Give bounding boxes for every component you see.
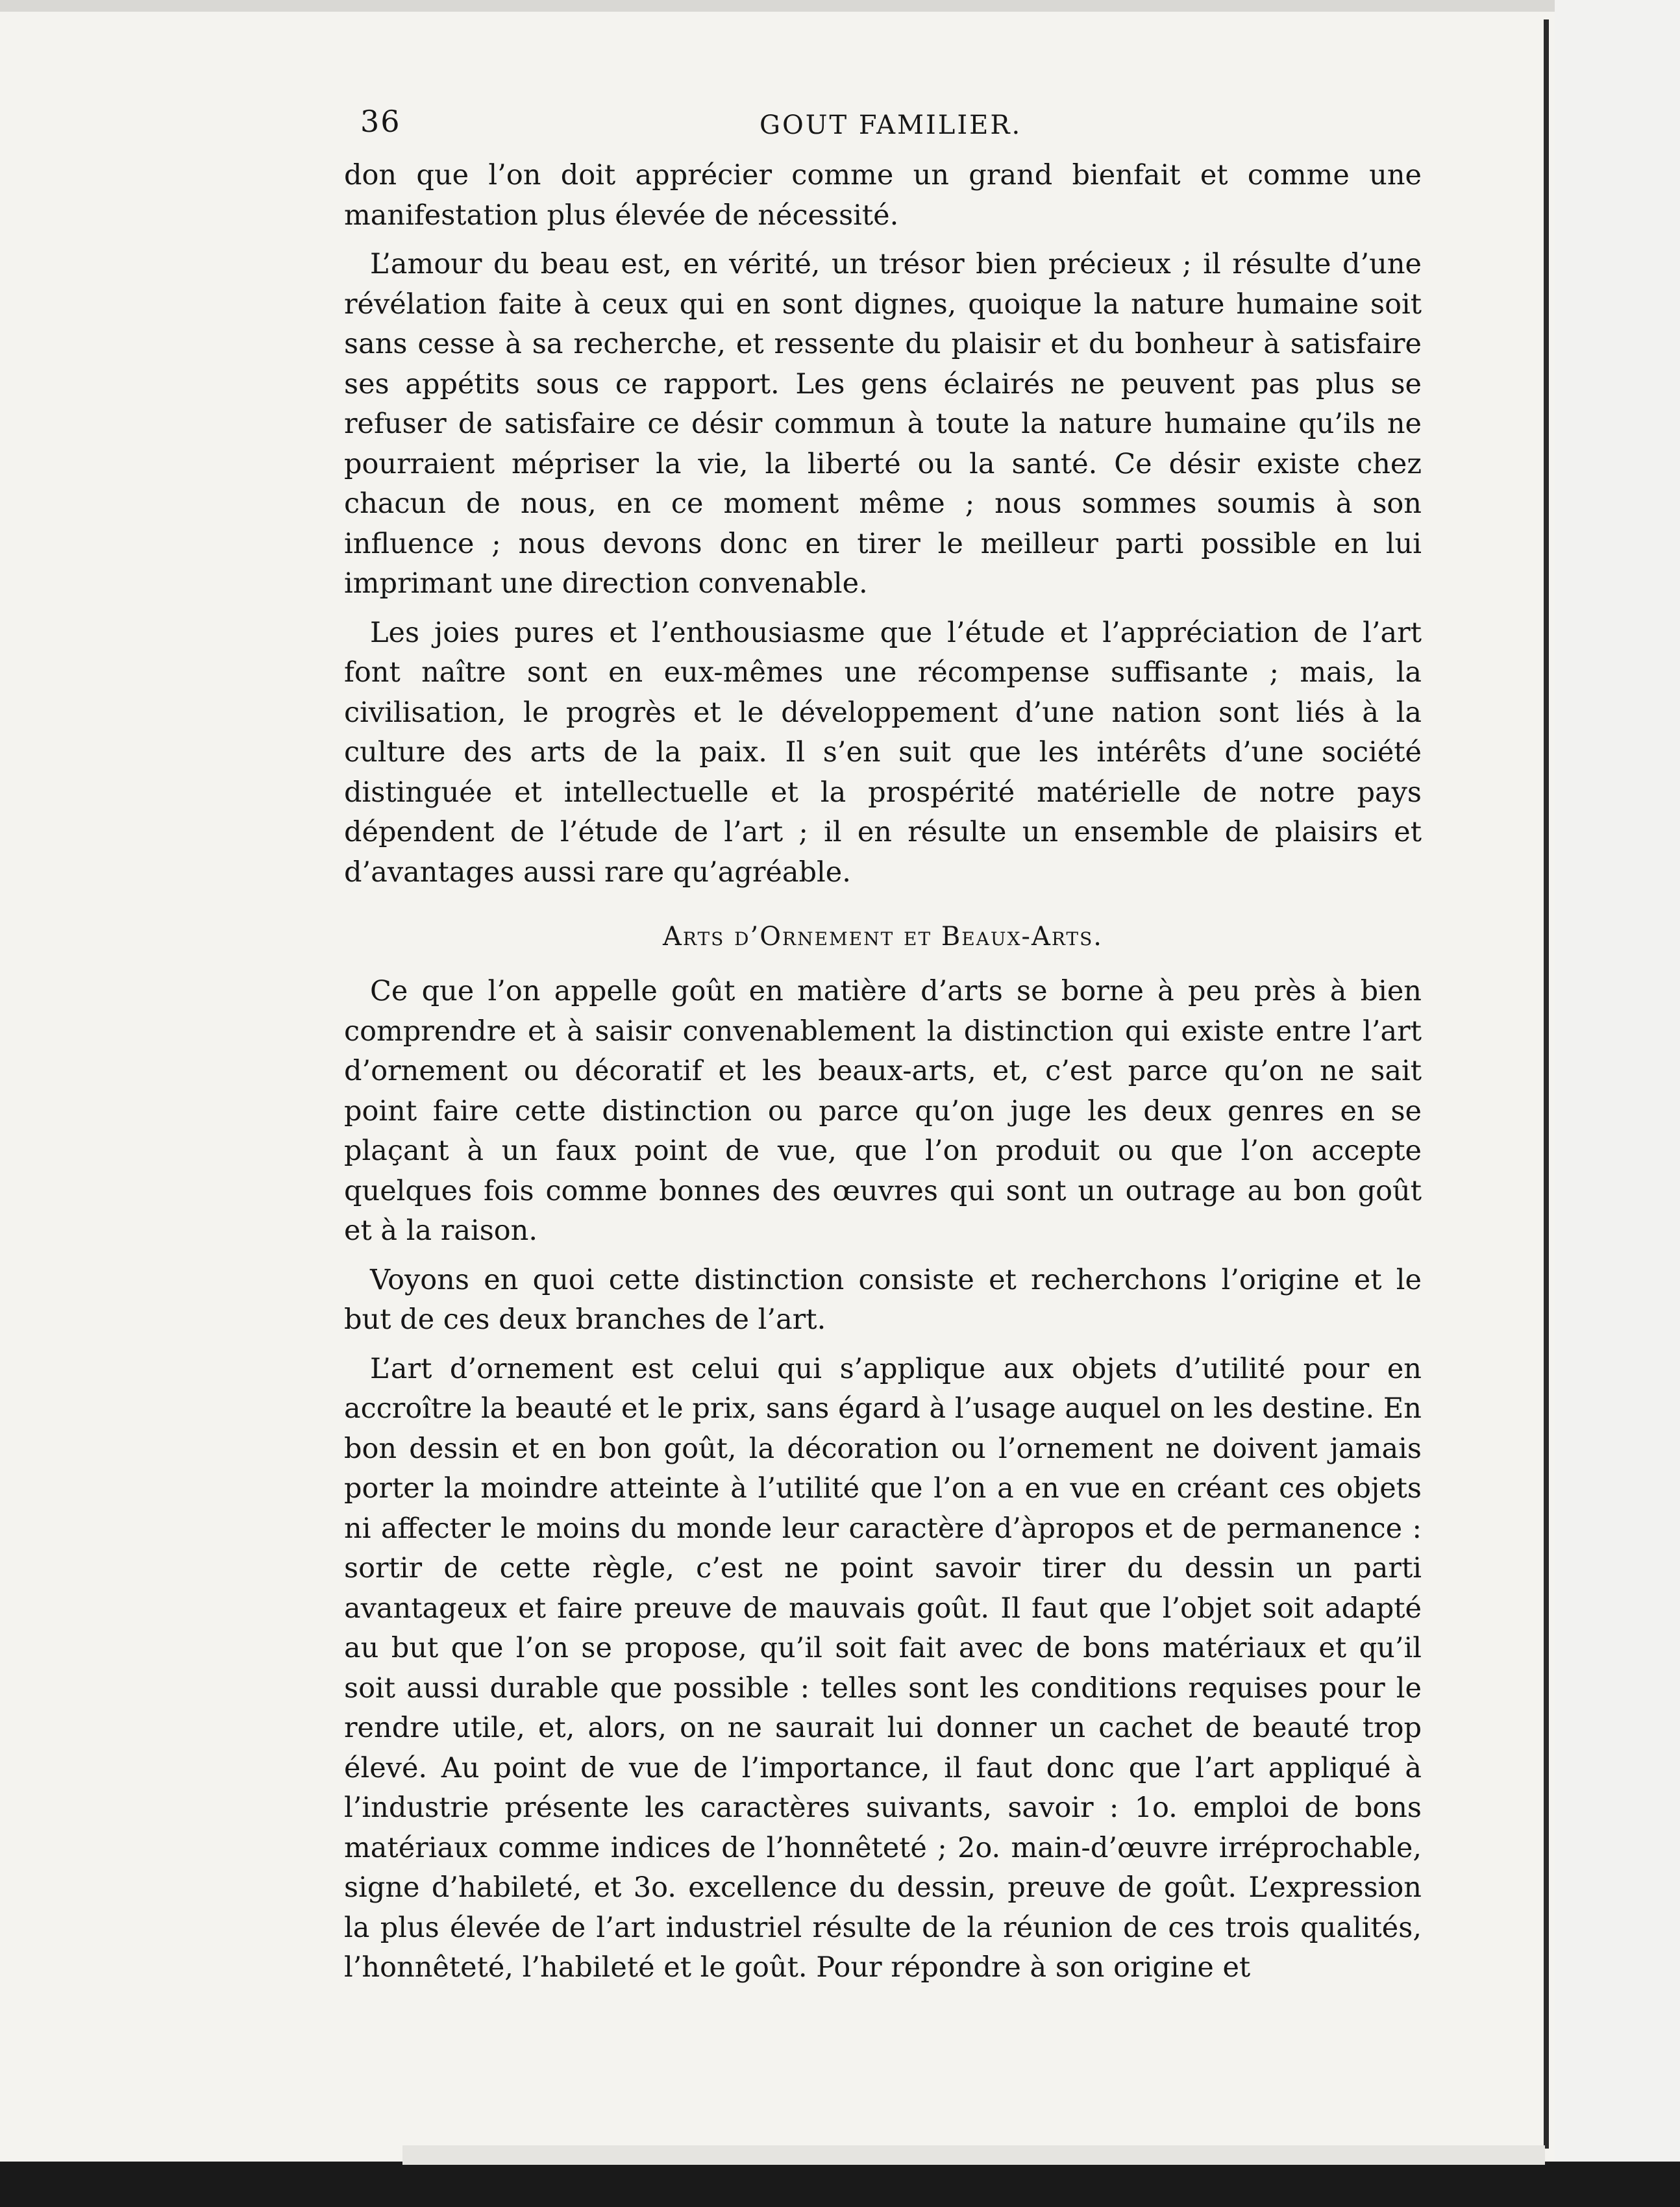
section-heading: Arts d’Ornement et Beaux-Arts.: [662, 922, 1103, 952]
paragraph-distinction: Voyons en quoi cette distinction consiste et recherchons l’origine et le but de ces deux branches de l’art.: [344, 1263, 1422, 1336]
paragraph-ornamental-art: L’art d’ornement est celui qui s’applique aux objets d’utilité pour en accroître la beauté et le prix, sans égard à l’usage auquel on les destine. En bon dessin et en bon goût, la décoration ou l’ornement ne doivent jamais porter la moindre atteinte à l’utilité que l’on a en vue en créant ces objets ni affecter le moins du monde leur caractère d’àpropos et de permanence : sortir de cette règle, c’est ne point savoir tirer du dessin un parti avantageux et faire preuve de mauvais goût. Il faut que l’objet soit adapté au but que l’on se propose, qu’il soit fait avec de bons matériaux et qu’il soit aussi durable que possible : telles sont les conditions requises pour le rendre utile, et, alors, on ne saurait lui donner un cachet de beauté trop élevé. Au point de vue de l’importance, il faut donc que l’art appliqué à l’industrie présente les caractères suivants, savoir : 1o. emploi de bons matériaux comme indices de l’honnêteté ; 2o. main-d’œuvre irréprochable, signe d’habileté, et 3o. excellence du dessin, preuve de goût. L’expression la plus élevée de l’art industriel résulte de la réunion de ces trois qualités, l’honnêteté, l’habileté et le goût. Pour répondre à son origine et: [344, 1352, 1422, 1984]
paragraph-continuation: don que l’on doit apprécier comme un grand bienfait et comme une manifestation plus élevée de nécessité.: [344, 159, 1422, 232]
page-header: [344, 91, 1422, 156]
running-title: GOUT FAMILIER.: [760, 110, 1022, 140]
page-number: 36: [360, 104, 401, 139]
scan-bottom-border: [0, 2162, 1680, 2207]
page-bottom-edge: [402, 2145, 1545, 2165]
page-top-edge: [0, 0, 1555, 12]
paragraph-joys-of-art: Les joies pures et l’enthousiasme que l’étude et l’appréciation de l’art font naître sont en eux-mêmes une récompense suffisante ; mais, la civilisation, le progrès et le développement d’une nation sont liés à la culture des arts de la paix. Il s’en suit que les intérêts d’une société distinguée et intellectuelle et la prospérité matérielle de notre pays dépendent de l’étude de l’art ; il en résulte un ensemble de plaisirs et d’avantages aussi rare qu’agréable.: [344, 616, 1422, 889]
paragraph-taste-definition: Ce que l’on appelle goût en matière d’arts se borne à peu près à bien comprendre et à saisir convenablement la distinction qui existe entre l’art d’ornement ou décoratif et les beaux-arts, et, c’est parce qu’on ne sait point faire cette distinction ou parce qu’on juge les deux genres en se plaçant à un faux point de vue, que l’on produit ou que l’on accepte quelques fois comme bonnes des œuvres qui sont un outrage au bon goût et à la raison.: [344, 975, 1422, 1247]
scan-right-margin: [1555, 0, 1680, 2207]
page-spine-edge: [1544, 19, 1549, 2149]
page-text-block: [344, 91, 1422, 1988]
paragraph-love-of-beauty: L’amour du beau est, en vérité, un trésor bien précieux ; il résulte d’une révélation faite à ceux qui en sont dignes, quoique la nature humaine soit sans cesse à sa recherche, et ressente du plaisir et du bonheur à satisfaire ses appétits sous ce rapport. Les gens éclairés ne peuvent pas plus se refuser de satisfaire ce désir commun à toute la nature humaine qu’ils ne pourraient mépriser la vie, la liberté ou la santé. Ce désir existe chez chacun de nous, en ce moment même ; nous sommes soumis à son influence ; nous devons donc en tirer le meilleur parti possible en lui imprimant une direction convenable.: [344, 248, 1422, 600]
